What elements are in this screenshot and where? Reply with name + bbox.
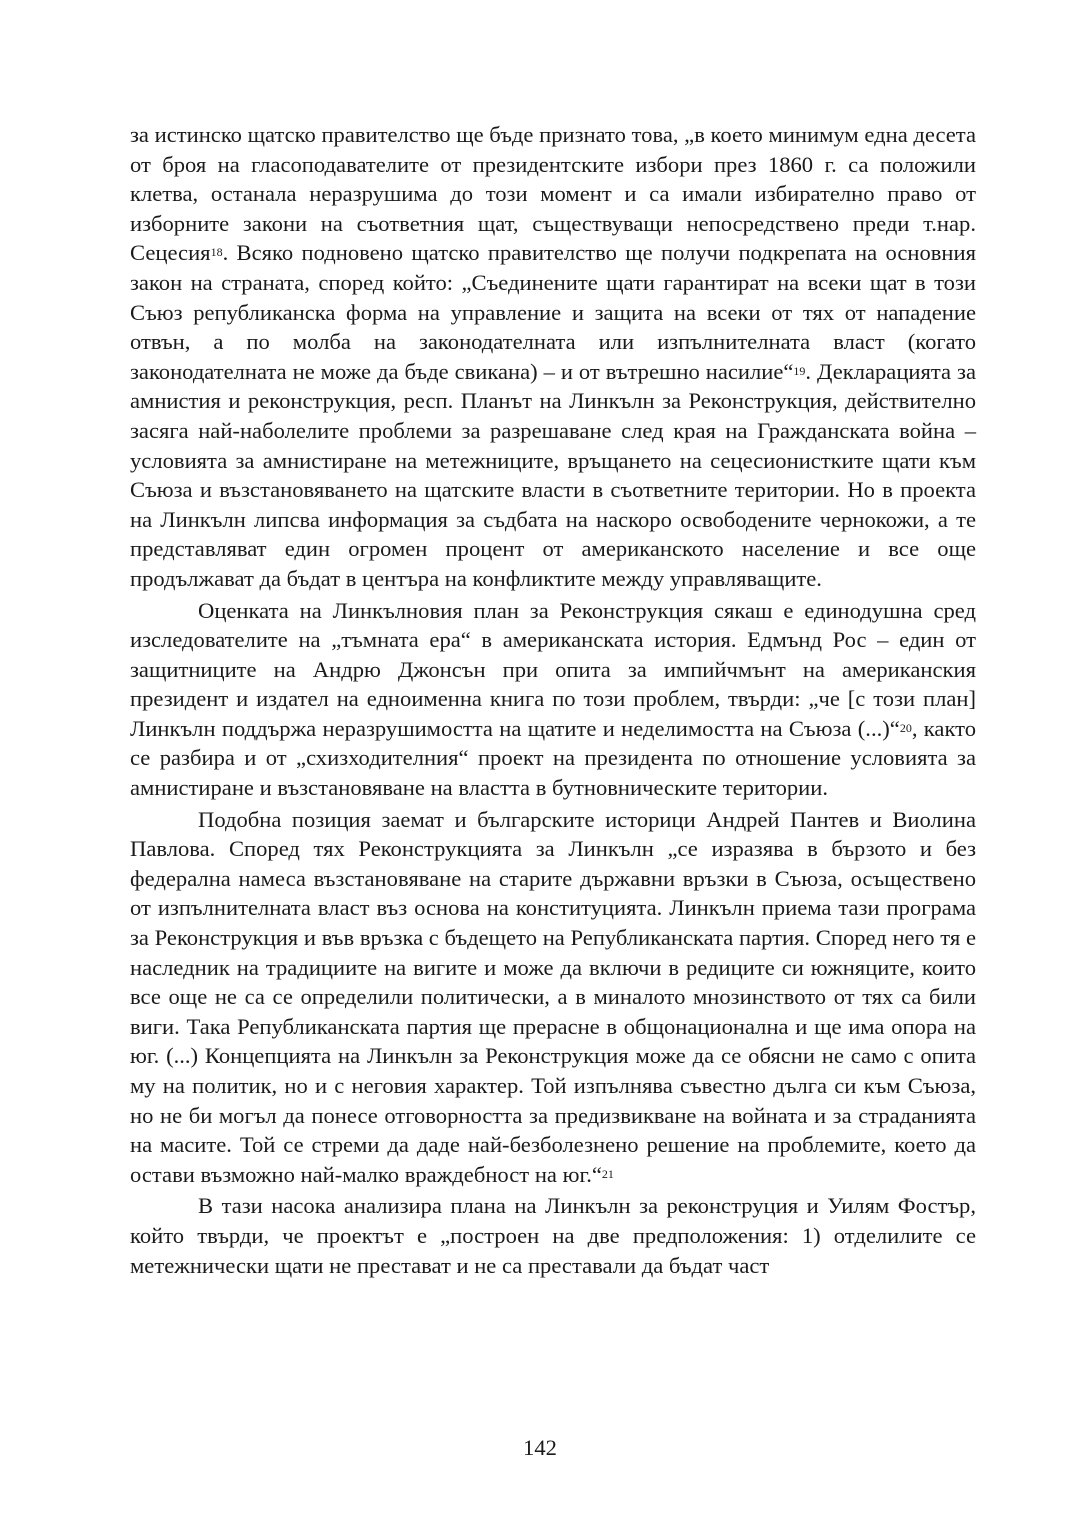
text-run: . Декларацията за амнистия и реконструкция, респ. Планът на Линкълн за Реконструкция, действително засяга най-наболелите проблеми за разрешаване след края на Гражданската война – условията за амнистиране на метежниците, връщането на сецесионистките щати към Съюза и възстановяването на щатските власти в съответните територии. Но в проекта на Линкълн липсва информация за съдбата на наскоро освободените чернокожи, а те представляват един огромен процент от американското население и все още продължават да бъдат в центъра на конфликтите между управляващите.: [130, 358, 976, 591]
footnote-ref-19: 19: [793, 363, 806, 378]
text-run: . Всяко подновено щатско правителство ще получи подкрепата на основния закон на страната, според който: „Съединените щати гарантират на всеки щат в този Съюз републиканска форма на управление и защита на всеки от тях от нападение отвън, а по молба на законодателната или изпълнителната власт (когато законодателната не може да бъде свикана) – и от вътрешно насилие“: [130, 240, 976, 384]
paragraph-3: [130, 805, 976, 1190]
text-run: за истинско щатско правителство ще бъде признато това, „в което минимум една десета от броя на гласоподавателите от президентските избори през 1860 г. са положили клетва, останала неразрушима до този момент и са имали избирателно право от изборните закони на съответния щат, съществуващи непосредствено преди т.нар. Сецесия: [130, 122, 976, 266]
text-run: , както се разбира и от „схизходителния“ проект на президента по отношение условията за амнистиране и възстановяване на властта в бутновническите територии.: [130, 715, 977, 801]
text-run: В тази насока анализира плана на Линкълн за реконструция и Уилям Фостър, който твърди, че проектът е „построен на две предположения: 1) отделилите се метежнически щати не престават и не са преставали да бъдат част: [130, 1193, 976, 1278]
text-run: Оценката на Линкълновия план за Реконструкция сякаш е единодушна сред изследователите на „тъмната ера“ в американската история. Едмънд Рос – един от защитниците на Андрю Джонсън при опита за импийчмънт на американския президент и издател на едноименна книга по този проблем, твърди: „че [с този план] Линкълн поддържа неразрушимостта на щатите и неделимостта на Съюза (...)“: [130, 597, 976, 741]
body-text: [130, 120, 976, 1280]
text-run: Подобна позиция заемат и българските историци Андрей Пантев и Виолина Павлова. Според тях Реконструкцията за Линкълн „се изразява в бързото и без федерална намеса възстановяване на старите държавни връзки в Съюза, осъществено от изпълнителната власт въз основа на конституцията. Линкълн приема тази програма за Реконструкция и във връзка с бъдещето на Републиканската партия. Според него тя е наследник на традициите на вигите и може да включи в редиците си южняците, които все още не са се определили политически, а в миналото мнозинството от тях са били виги. Така Републиканската партия ще прерасне в общонационална и ще има опора на юг. (...) Концепцията на Линкълн за Реконструкция може да се обясни не само с опита му на политик, но и с неговия характер. Той изпълнява съвестно дълга си към Съюза, но не би могъл да понесе отговорността за предизвикване на войната и за страданията на масите. Той се стреми да даде най-безболезнено решение на проблемите, което да остави възможно най-малко враждебност на юг.“: [130, 806, 976, 1187]
paragraph-1: [130, 120, 976, 594]
footnote-ref-20: 20: [899, 720, 912, 735]
paragraph-2: [130, 596, 976, 803]
footnote-ref-18: 18: [210, 245, 223, 260]
paragraph-4: [130, 1191, 976, 1280]
page-number: 142: [523, 1435, 557, 1460]
footnote-ref-21: 21: [601, 1166, 614, 1181]
